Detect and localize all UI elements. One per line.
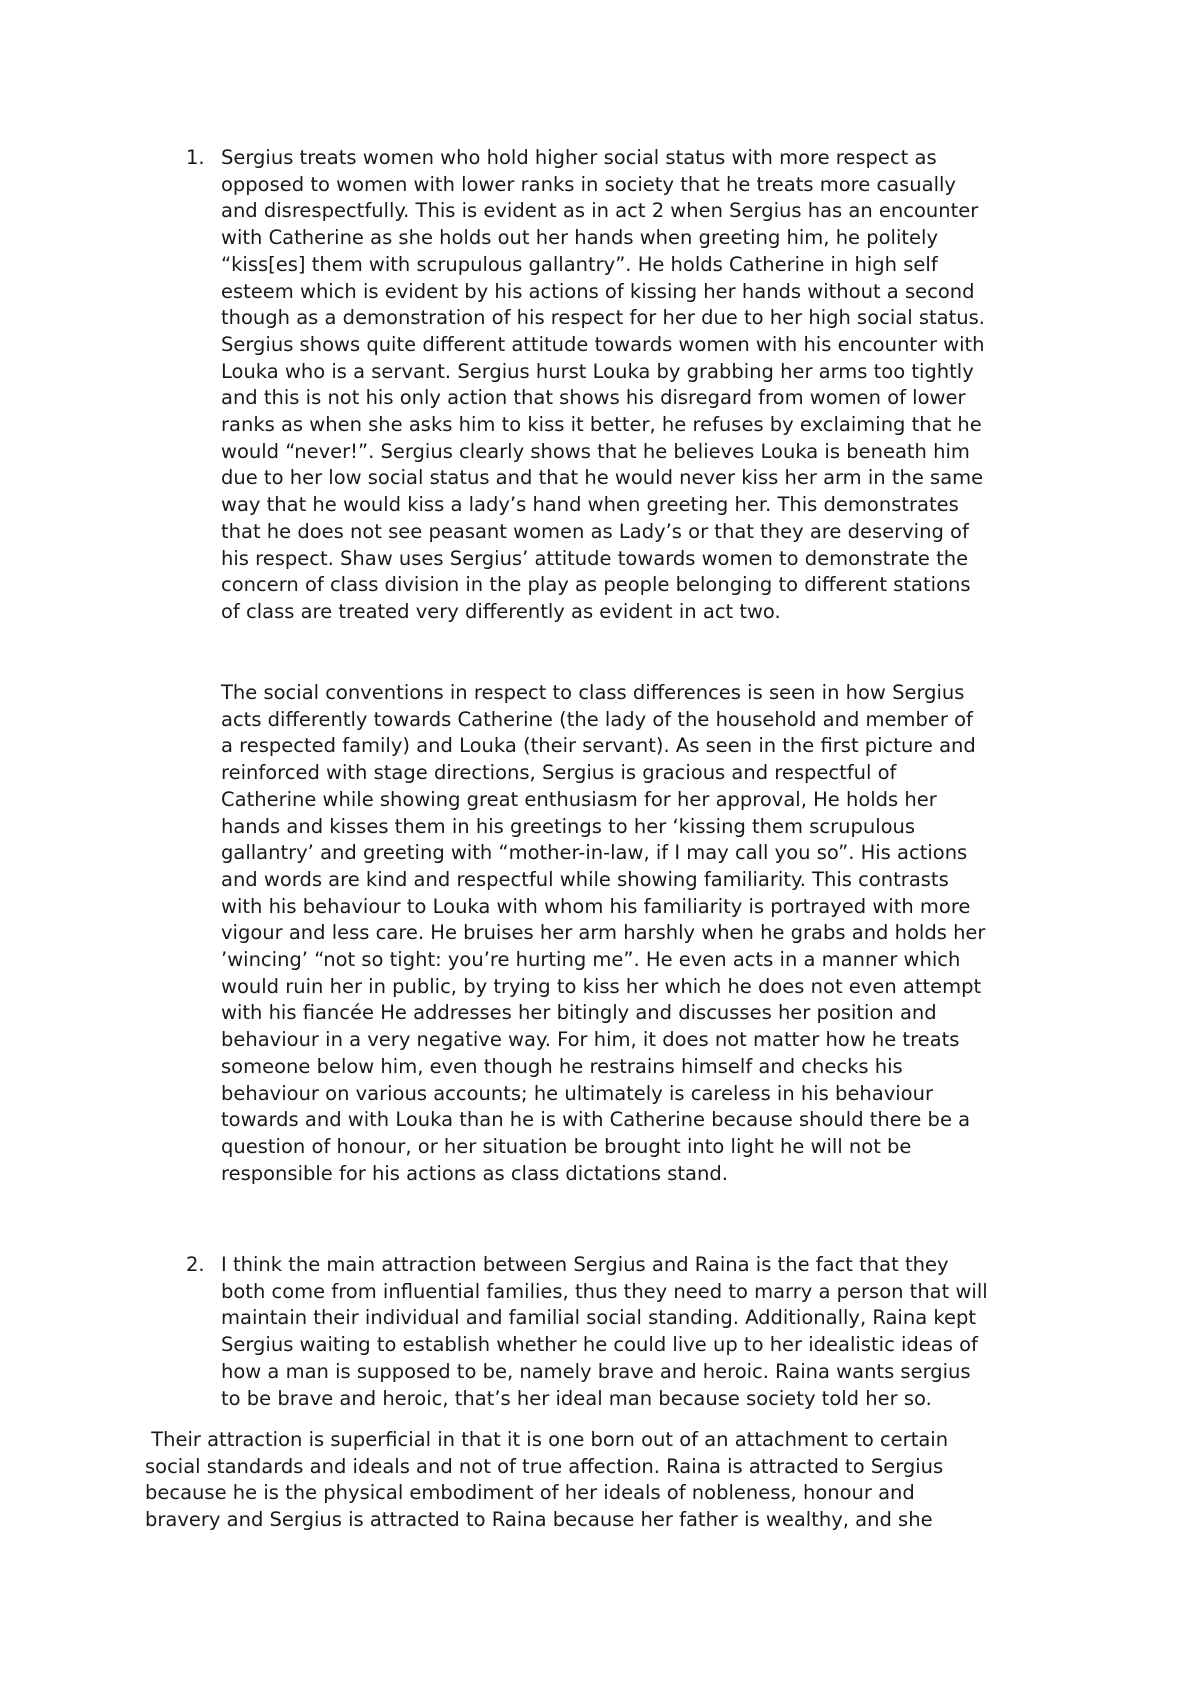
text-line: acts differently towards Catherine (the lady of the household and member of: [221, 707, 973, 731]
text-line: how a man is supposed to be, namely brave and heroic. Raina wants sergius: [221, 1359, 971, 1383]
text-line: hands and kisses them in his greetings to her ‘kissing them scrupulous: [221, 814, 916, 838]
text-line: though as a demonstration of his respect for her due to her high social status.: [221, 306, 985, 330]
text-line: Catherine while showing great enthusiasm for her approval, He holds her: [221, 787, 937, 811]
text-line: and this is not his only action that shows his disregard from women of lower: [221, 386, 966, 410]
text-line: with his behaviour to Louka with whom his familiarity is portrayed with more: [221, 894, 971, 918]
text-line: I think the main attraction between Sergius and Raina is the fact that they: [221, 1253, 949, 1276]
text-line: ’wincing’ “not so tight: you’re hurting me”. He even acts in a manner which: [221, 948, 961, 972]
text-line: maintain their individual and familial social standing. Additionally, Raina kept: [221, 1306, 976, 1330]
list-number: 2.: [186, 1253, 205, 1276]
text-line: opposed to women with lower ranks in society that he treats more casually: [221, 172, 956, 196]
text-line: towards and with Louka than he is with Catherine because should there be a: [221, 1108, 971, 1132]
text-line: would “never!”. Sergius clearly shows that he believes Louka is beneath him: [221, 439, 970, 463]
text-line: because he is the physical embodiment of her ideals of nobleness, honour and: [145, 1481, 915, 1505]
text-line: Sergius waiting to establish whether he could live up to her idealistic ideas of: [221, 1333, 978, 1357]
text-line: ranks as when she asks him to kiss it better, he refuses by exclaiming that he: [221, 413, 982, 437]
text-line: reinforced with stage directions, Sergius is gracious and respectful of: [221, 761, 897, 785]
text-line: with Catherine as she holds out her hands when greeting him, he politely: [221, 226, 938, 250]
text-line: would ruin her in public, by trying to kiss her which he does not even attempt: [221, 974, 982, 998]
text-line: way that he would kiss a lady’s hand when greeting her. This demonstrates: [221, 493, 959, 517]
text-line: and disrespectfully. This is evident as in act 2 when Sergius has an encounter: [221, 199, 979, 223]
text-line: someone below him, even though he restrains himself and checks his: [221, 1054, 903, 1078]
list-item-1: [186, 145, 1066, 626]
text-line: social standards and ideals and not of true affection. Raina is attracted to Sergius: [145, 1454, 944, 1478]
text-line: both come from influential families, thus they need to marry a person that will: [221, 1279, 988, 1303]
text-line: Sergius treats women who hold higher social status with more respect as: [221, 146, 937, 169]
text-line: of class are treated very differently as evident in act two.: [221, 599, 781, 623]
text-line: esteem which is evident by his actions of kissing her hands without a second: [221, 279, 975, 303]
text-line: that he does not see peasant women as Lady’s or that they are deserving of: [221, 519, 969, 543]
text-line: concern of class division in the play as people belonging to different stations: [221, 573, 971, 597]
text-line: responsible for his actions as class dictations stand.: [221, 1161, 728, 1185]
text-line: behaviour on various accounts; he ultimately is careless in his behaviour: [221, 1081, 933, 1105]
text-line: his respect. Shaw uses Sergius’ attitude towards women to demonstrate the: [221, 546, 969, 570]
text-line: Their attraction is superficial in that it is one born out of an attachment to certain: [145, 1428, 949, 1451]
text-line: bravery and Sergius is attracted to Raina because her father is wealthy, and she: [145, 1508, 933, 1532]
text-line: to be brave and heroic, that’s her ideal man because society told her so.: [221, 1386, 932, 1410]
list-item-2: [186, 1252, 1066, 1412]
paragraph-closing: [145, 1427, 1066, 1534]
text-line: question of honour, or her situation be brought into light he will not be: [221, 1134, 912, 1158]
text-line: “kiss[es] them with scrupulous gallantry”. He holds Catherine in high self: [221, 252, 938, 276]
paragraph-item1: [186, 145, 1066, 626]
paragraph-item2: [186, 1252, 1066, 1412]
text-line: vigour and less care. He bruises her arm harshly when he grabs and holds her: [221, 921, 986, 945]
text-line: behaviour in a very negative way. For him, it does not matter how he treats: [221, 1028, 960, 1052]
list-number: 1.: [186, 146, 205, 169]
text-line: and words are kind and respectful while showing familiarity. This contrasts: [221, 867, 949, 891]
text-line: Sergius shows quite different attitude towards women with his encounter with: [221, 332, 985, 356]
text-line: a respected family) and Louka (their servant). As seen in the first picture and: [221, 734, 976, 758]
item1-continuation: [221, 680, 1066, 1187]
text-line: Louka who is a servant. Sergius hurst Louka by grabbing her arms too tightly: [221, 359, 974, 383]
text-line: gallantry’ and greeting with “mother-in-law, if I may call you so”. His actions: [221, 841, 968, 865]
paragraph-item1b: [221, 680, 1066, 1187]
text-line: with his fiancée He addresses her bitingly and discusses her position and: [221, 1001, 937, 1025]
closing-paragraph: [145, 1427, 1066, 1534]
text-line: due to her low social status and that he would never kiss her arm in the same: [221, 466, 984, 490]
text-line: The social conventions in respect to class differences is seen in how Sergius: [221, 681, 965, 704]
